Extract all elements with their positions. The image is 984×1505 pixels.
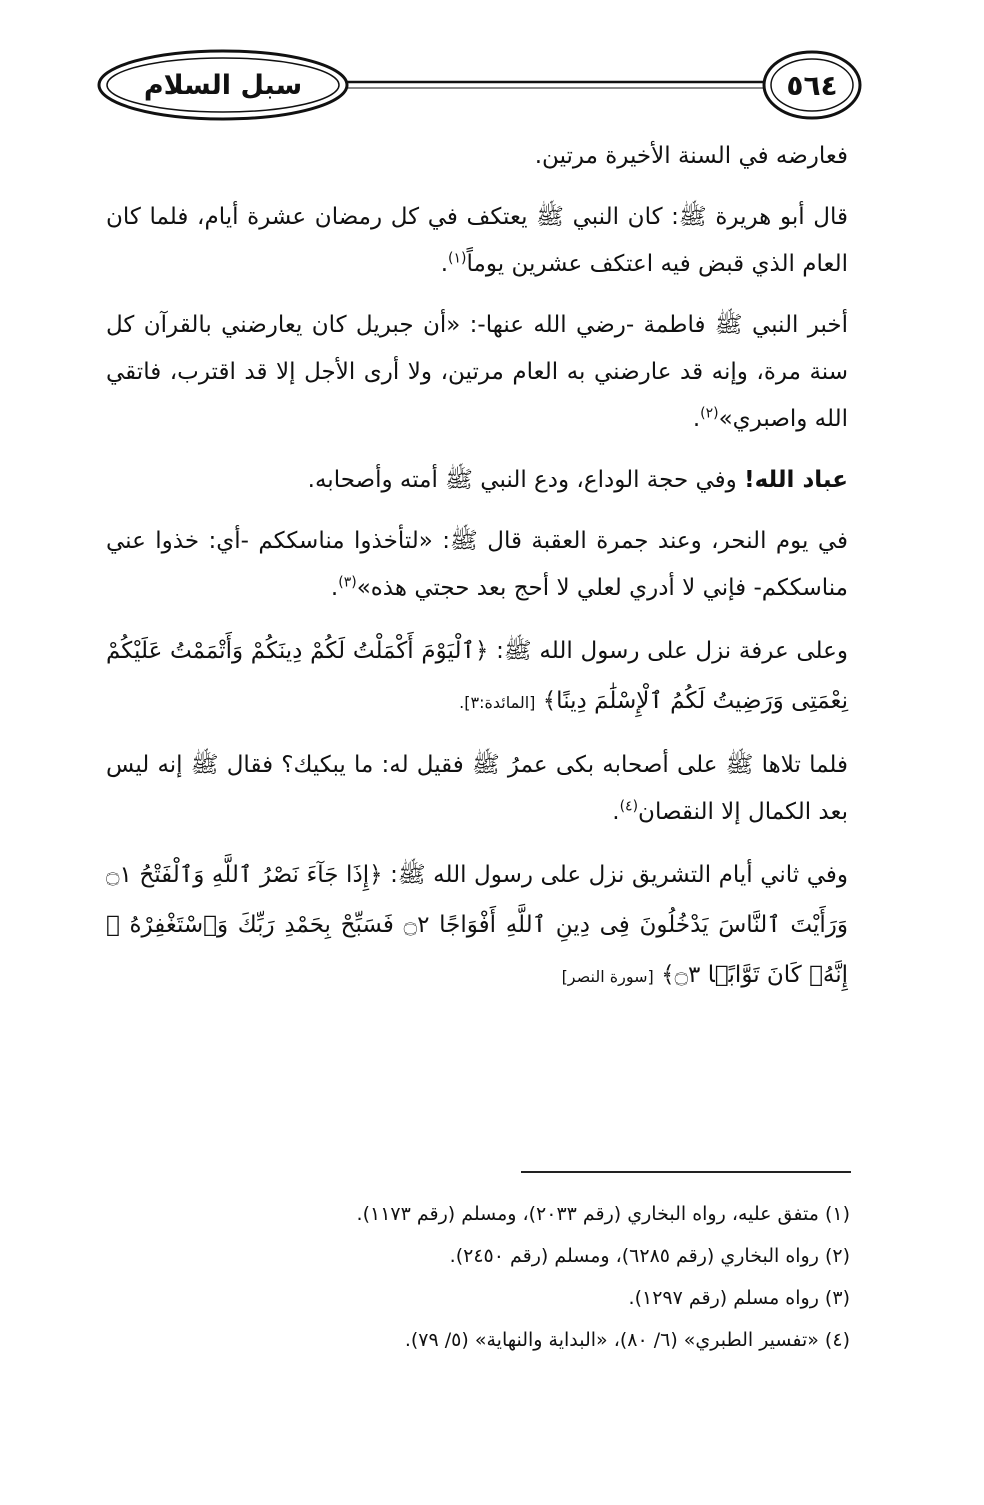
- paragraph-4-bold: عباد الله!: [744, 467, 848, 493]
- body-text: [106, 133, 848, 1016]
- quran-citation-1: [المائدة:٣].: [459, 693, 536, 712]
- paragraph-7-end: .: [612, 799, 620, 825]
- paragraph-6: [106, 626, 848, 728]
- paragraph-3-text: أخبر النبي ﷺ فاطمة -رضي الله عنها-: «أن جبريل كان يعارضني بالقرآن كل سنة مرة، وإنه قد عارضني به العام مرتين، ولا أرى الأجل إلا قد اقترب، فاتقي الله واصبري»: [106, 312, 848, 432]
- paragraph-4-text: وفي حجة الوداع، ودع النبي ﷺ أمته وأصحابه.: [307, 467, 745, 493]
- paragraph-3: [106, 302, 848, 443]
- book-title: سبل السلام: [143, 69, 303, 101]
- footnote-ref-2: (٢): [700, 405, 719, 422]
- page-header: [96, 46, 864, 126]
- footnote-4: (٤) «تفسير الطبري» (٦/ ٨٠)، «البداية والنهاية» (٥/ ٧٩).: [404, 1329, 850, 1351]
- paragraph-7-text: فلما تلاها ﷺ على أصحابه بكى عمرُ ﷺ فقيل له: ما يبكيك؟ فقال ﷺ إنه ليس بعد الكمال إلا النقصان: [106, 752, 848, 825]
- footnote-ref-1: (١): [448, 250, 467, 267]
- footnote-divider: [521, 1171, 851, 1173]
- footnote-ref-4: (٤): [619, 798, 639, 815]
- footnote-2: (٢) رواه البخاري (رقم ٦٢٨٥)، ومسلم (رقم ٢٤٥٠).: [449, 1245, 850, 1267]
- footnote-1: (١) متفق عليه، رواه البخاري (رقم ٢٠٣٣)، ومسلم (رقم ١١٧٣).: [356, 1203, 850, 1225]
- paragraph-5-text: في يوم النحر، وعند جمرة العقبة قال ﷺ: «لتأخذوا مناسككم -أي: خذوا عني مناسككم- فإني لا أدري لعلي لا أحج بعد حجتي هذه»: [106, 528, 848, 601]
- paragraph-7: [106, 742, 848, 836]
- page-number: ٥٦٤: [786, 68, 838, 102]
- paragraph-1-text: فعارضه في السنة الأخيرة مرتين.: [534, 143, 848, 169]
- quran-citation-2: [سورة النصر]: [561, 967, 654, 986]
- paragraph-4: [106, 457, 848, 504]
- footnote-3: (٣) رواه مسلم (رقم ١٢٩٧).: [628, 1287, 850, 1309]
- paragraph-5-end: .: [330, 575, 339, 601]
- footnote-ref-3: (٣): [338, 574, 357, 591]
- paragraph-3-end: .: [692, 406, 701, 432]
- paragraph-2: [106, 194, 848, 288]
- paragraph-5: [106, 518, 848, 612]
- paragraph-2-end: .: [440, 251, 449, 277]
- paragraph-6-text: وعلى عرفة نزل على رسول الله ﷺ: ﴿ٱلْيَوْمَ أَكْمَلْتُ لَكُمْ دِينَكُمْ وَأَتْمَمْتُ عَلَيْكُمْ نِعْمَتِى وَرَضِيتُ لَكُمُ ٱلْإِسْلَٰمَ دِينًا﴾: [106, 638, 848, 714]
- paragraph-2-text: قال أبو هريرة ﷺ: كان النبي ﷺ يعتكف في كل رمضان عشرة أيام، فلما كان العام الذي قبض فيه اعتكف عشرين يوماً: [106, 204, 848, 277]
- footnotes: [260, 1193, 850, 1361]
- paragraph-8: [106, 850, 848, 1002]
- paragraph-1: [106, 133, 848, 180]
- paragraph-8-text: وفي ثاني أيام التشريق نزل على رسول الله ﷺ: ﴿إِذَا جَآءَ نَصْرُ ٱللَّهِ وَٱلْفَتْحُ ۝١ وَرَأَيْتَ ٱلنَّاسَ يَدْخُلُونَ فِى دِينِ ٱللَّهِ أَفْوَاجًا ۝٢ فَسَبِّحْ بِحَمْدِ رَبِّكَ وَٱسْتَغْفِرْهُ ۚ إِنَّهُۥ كَانَ تَوَّابًۢا ۝٣﴾: [106, 862, 849, 988]
